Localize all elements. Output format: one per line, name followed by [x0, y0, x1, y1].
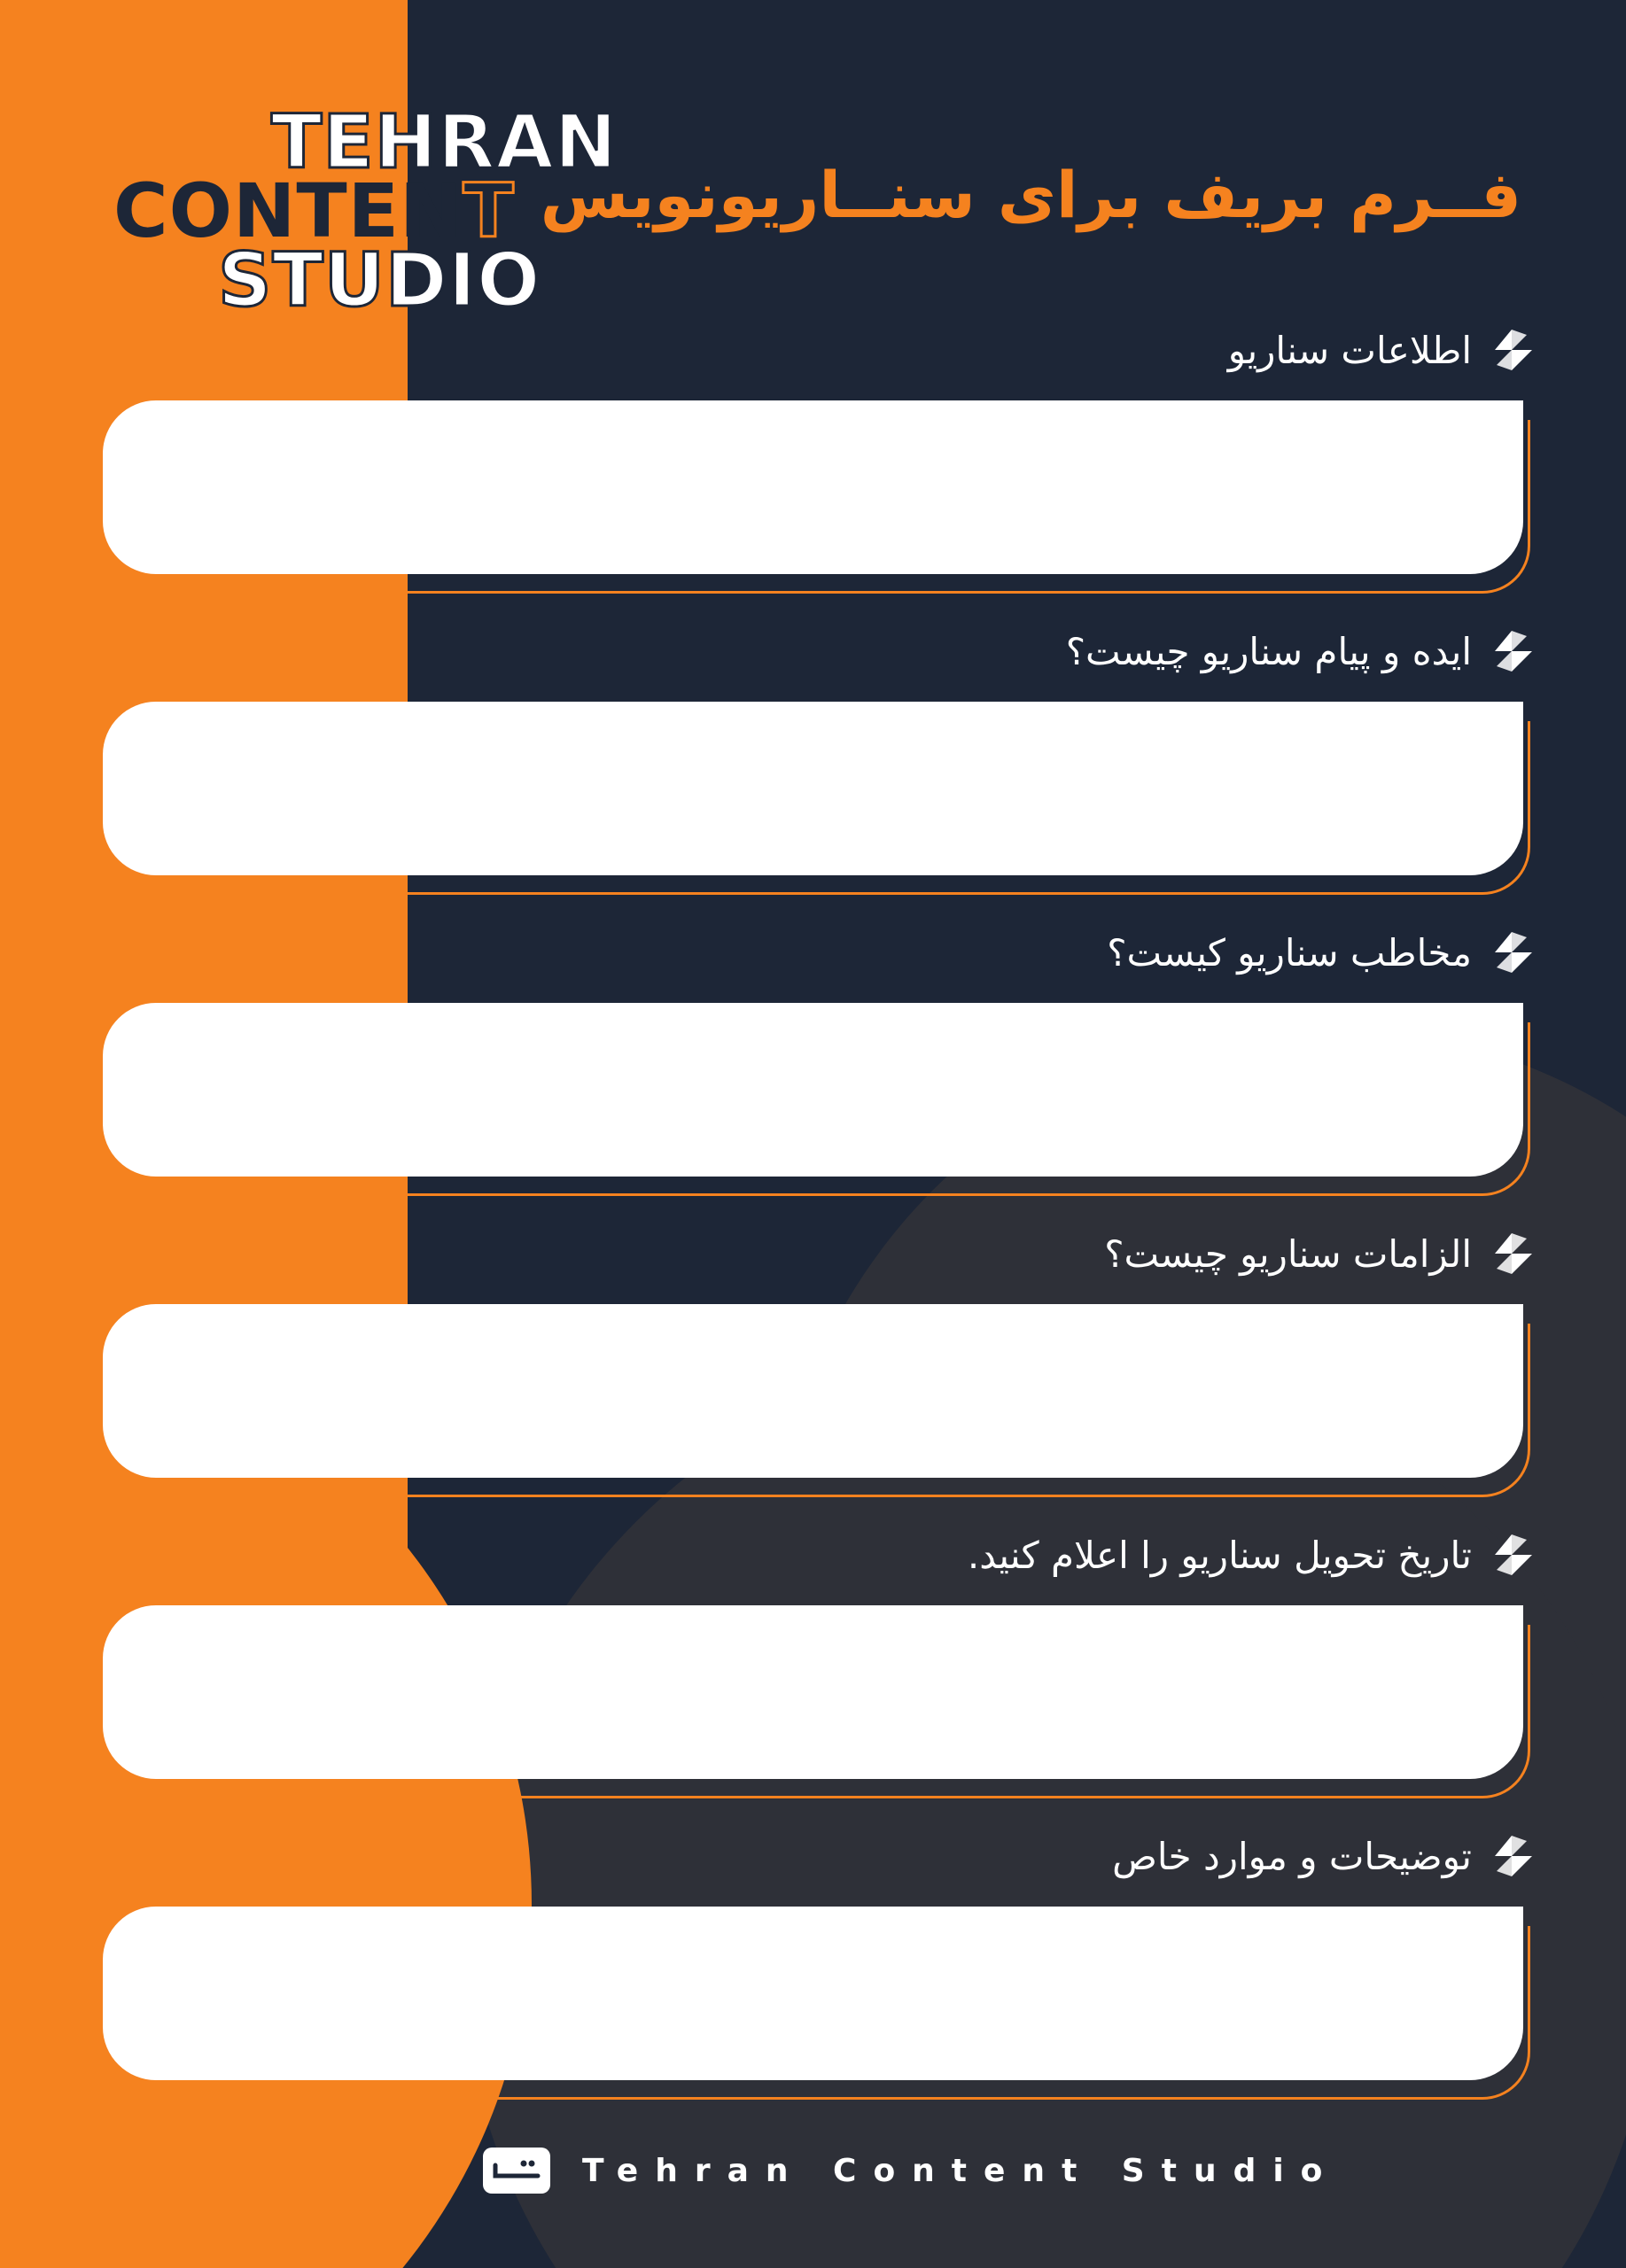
answer-field-wrapper — [0, 702, 1626, 905]
pinwheel-bullet-icon — [1488, 627, 1536, 675]
question-label: تاریخ تحویل سناریو را اعلام کنید. — [967, 1533, 1472, 1577]
pinwheel-bullet-icon — [1488, 928, 1536, 976]
logo-line-3: STUDIO — [218, 237, 541, 323]
answer-field-wrapper — [0, 1605, 1626, 1809]
studio-logo — [113, 98, 618, 323]
question-row — [1112, 1825, 1536, 1887]
answer-field-wrapper — [0, 1907, 1626, 2110]
question-label: مخاطب سناریو کیست؟ — [1107, 930, 1472, 975]
form-section — [0, 620, 1626, 921]
question-row — [1228, 319, 1536, 381]
form-section — [0, 921, 1626, 1223]
question-row — [968, 1524, 1536, 1586]
footer-mark-glyph-icon — [490, 2153, 543, 2188]
answer-field[interactable] — [103, 1605, 1523, 1779]
question-label: الزامات سناریو چیست؟ — [1104, 1231, 1472, 1276]
logo-line-2-accent: T — [463, 167, 515, 254]
pinwheel-bullet-icon — [1488, 326, 1536, 374]
form-section — [0, 319, 1626, 620]
question-row — [1104, 1223, 1536, 1285]
pinwheel-bullet-icon — [1488, 1531, 1536, 1579]
answer-field-wrapper — [0, 1304, 1626, 1508]
footer — [483, 2144, 1339, 2197]
answer-field[interactable] — [103, 1907, 1523, 2080]
answer-field[interactable] — [103, 1304, 1523, 1478]
question-row — [1066, 620, 1536, 682]
question-row — [1107, 921, 1536, 983]
question-label: ایده و پیام سناریو چیست؟ — [1065, 629, 1472, 673]
answer-field[interactable] — [103, 400, 1523, 574]
footer-studio-name: Tehran Content Studio — [582, 2152, 1340, 2189]
logo-line-1: TEHRAN — [271, 98, 618, 185]
footer-mark-icon — [483, 2148, 550, 2194]
answer-field-wrapper — [0, 1003, 1626, 1207]
question-label: توضیحات و موارد خاص — [1112, 1834, 1472, 1878]
form-section — [0, 1825, 1626, 2126]
logo-line-2-start: CONTEN — [113, 167, 463, 254]
form-section — [0, 1223, 1626, 1524]
pinwheel-bullet-icon — [1488, 1230, 1536, 1278]
answer-field[interactable] — [103, 1003, 1523, 1177]
question-label: اطلاعات سناریو — [1227, 328, 1472, 372]
answer-field-wrapper — [0, 400, 1626, 604]
form-section — [0, 1524, 1626, 1825]
answer-field[interactable] — [103, 702, 1523, 875]
form-title: فــرم بریف برای سنــاریونویس — [540, 158, 1521, 232]
pinwheel-bullet-icon — [1488, 1832, 1536, 1880]
